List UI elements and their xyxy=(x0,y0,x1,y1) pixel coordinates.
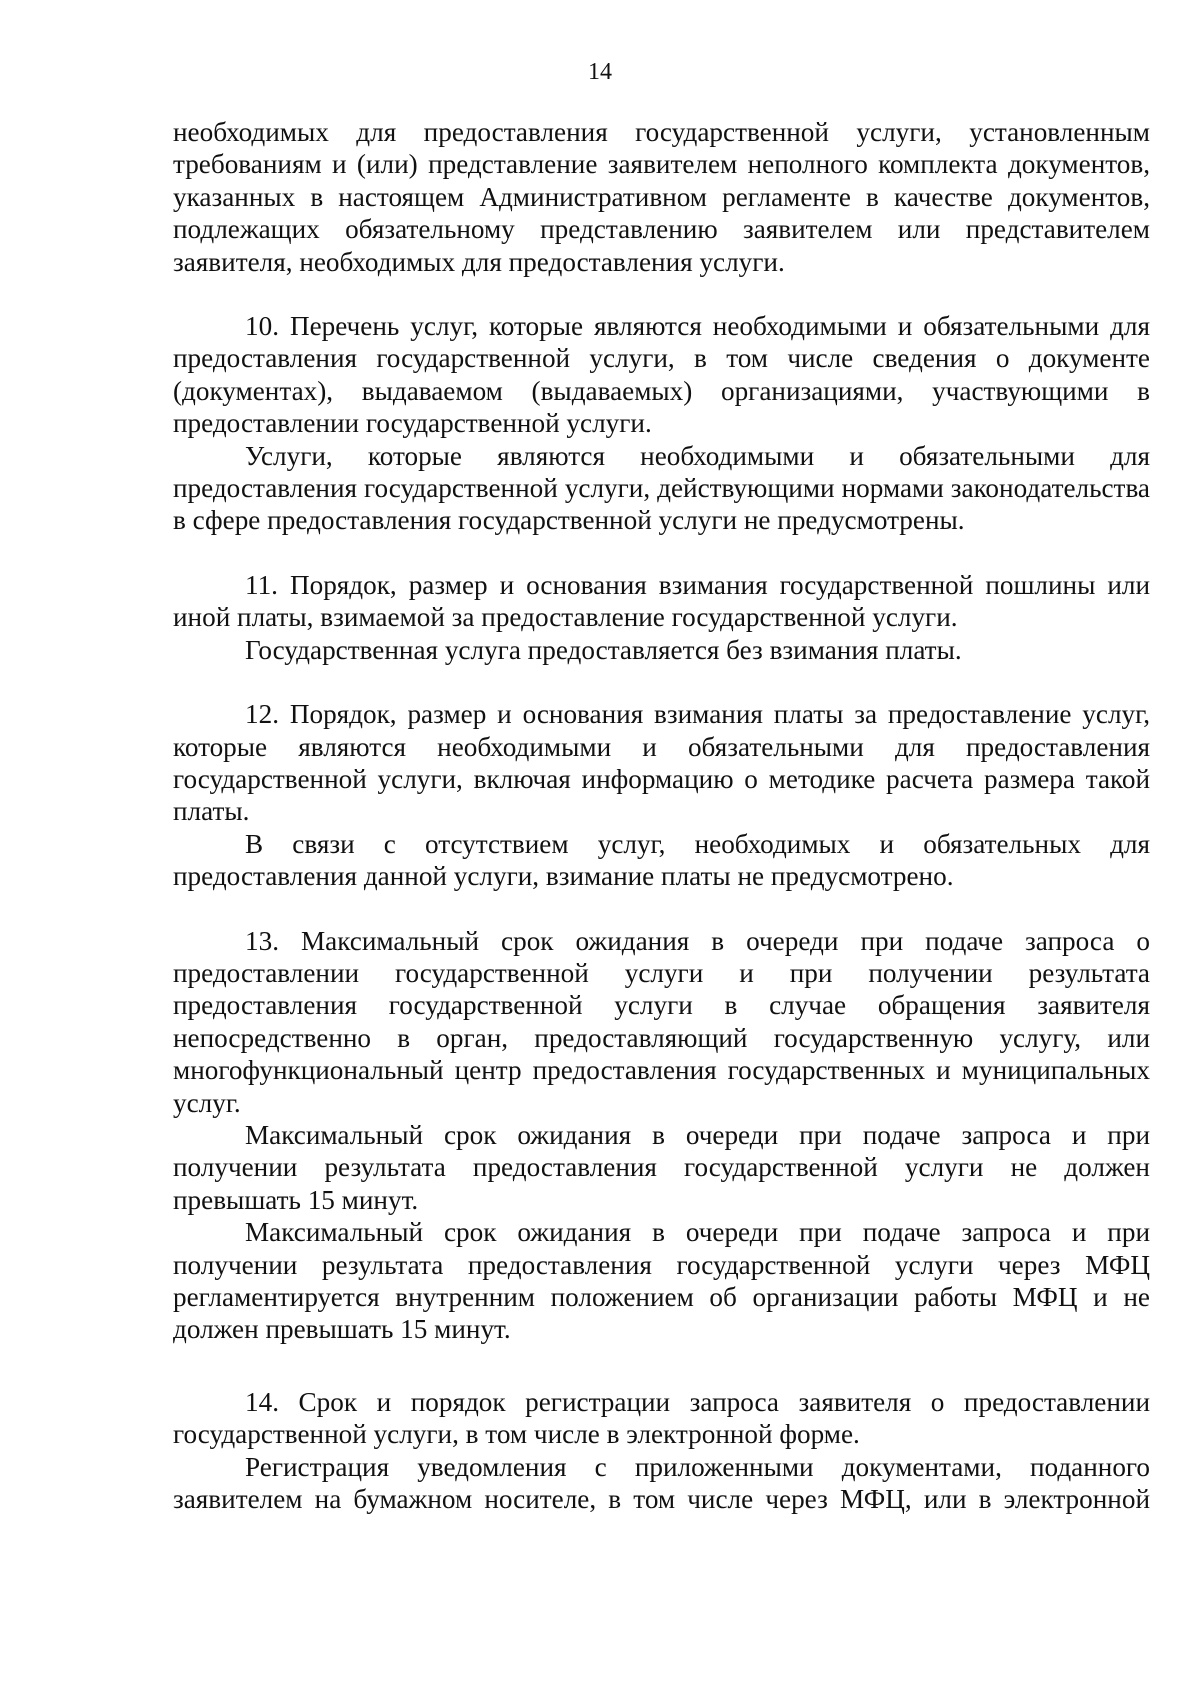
section-gap xyxy=(173,537,1150,569)
section-11-heading: 11. Порядок, размер и основания взимания государственной пошлины или иной платы, взимаемой за предоставление государственной услуги. xyxy=(173,569,1150,633)
section-gap xyxy=(173,278,1150,310)
section-14-body: Регистрация уведомления с приложенными документами, поданного заявителем на бумажном носителе, в том числе через МФЦ, или в электронной xyxy=(173,1451,1150,1515)
section-10-body: Услуги, которые являются необходимыми и обязательными для предоставления государственной услуги, действующими нормами законодательства в сфере предоставления государственной услуги не предусмотрены. xyxy=(173,440,1150,536)
section-13-heading: 13. Максимальный срок ожидания в очереди при подаче запроса о предоставлении государственной услуги и при получении результата предоставления государственной услуги в случае обращения заявителя непосредственно в орган, предоставляющий государственную услугу, или многофункциональный центр предоставления государственных и муниципальных услуг. xyxy=(173,925,1150,1118)
section-gap xyxy=(173,1346,1150,1386)
document-body xyxy=(173,116,1150,1515)
section-13-body-2: Максимальный срок ожидания в очереди при подаче запроса и при получении результата предоставления государственной услуги через МФЦ регламентируется внутренним положением об организации работы МФЦ и не должен превышать 15 минут. xyxy=(173,1217,1150,1345)
section-11-body: Государственная услуга предоставляется без взимания платы. xyxy=(245,634,962,665)
section-14-heading: 14. Срок и порядок регистрации запроса заявителя о предоставлении государственной услуги, в том числе в электронной форме. xyxy=(173,1386,1150,1450)
section-10-heading: 10. Перечень услуг, которые являются необходимыми и обязательными для предоставления государственной услуги, в том числе сведения о документе (документах), выдаваемом (выдаваемых) организациями, участвующими в предоставлении государственной услуги. xyxy=(173,311,1150,439)
section-13-body-1: Максимальный срок ожидания в очереди при подаче запроса и при получении результата предоставления государственной услуги не должен превышать 15 минут. xyxy=(173,1119,1150,1215)
section-12-heading: 12. Порядок, размер и основания взимания платы за предоставление услуг, которые являются необходимыми и обязательными для предоставления государственной услуги, включая информацию о методике расчета размера такой платы. xyxy=(173,699,1150,827)
section-gap xyxy=(173,666,1150,698)
section-12-body: В связи с отсутствием услуг, необходимых и обязательных для предоставления данной услуги, взимание платы не предусмотрено. xyxy=(173,828,1150,892)
page-number: 14 xyxy=(588,59,612,85)
section-gap xyxy=(173,893,1150,925)
continued-paragraph: необходимых для предоставления государственной услуги, установленным требованиям и (или) представление заявителем неполного комплекта документов, указанных в настоящем Административном регламенте в качестве документов, подлежащих обязательному представлению заявителем или представителем заявителя, необходимых для предоставления услуги. xyxy=(173,117,1150,277)
